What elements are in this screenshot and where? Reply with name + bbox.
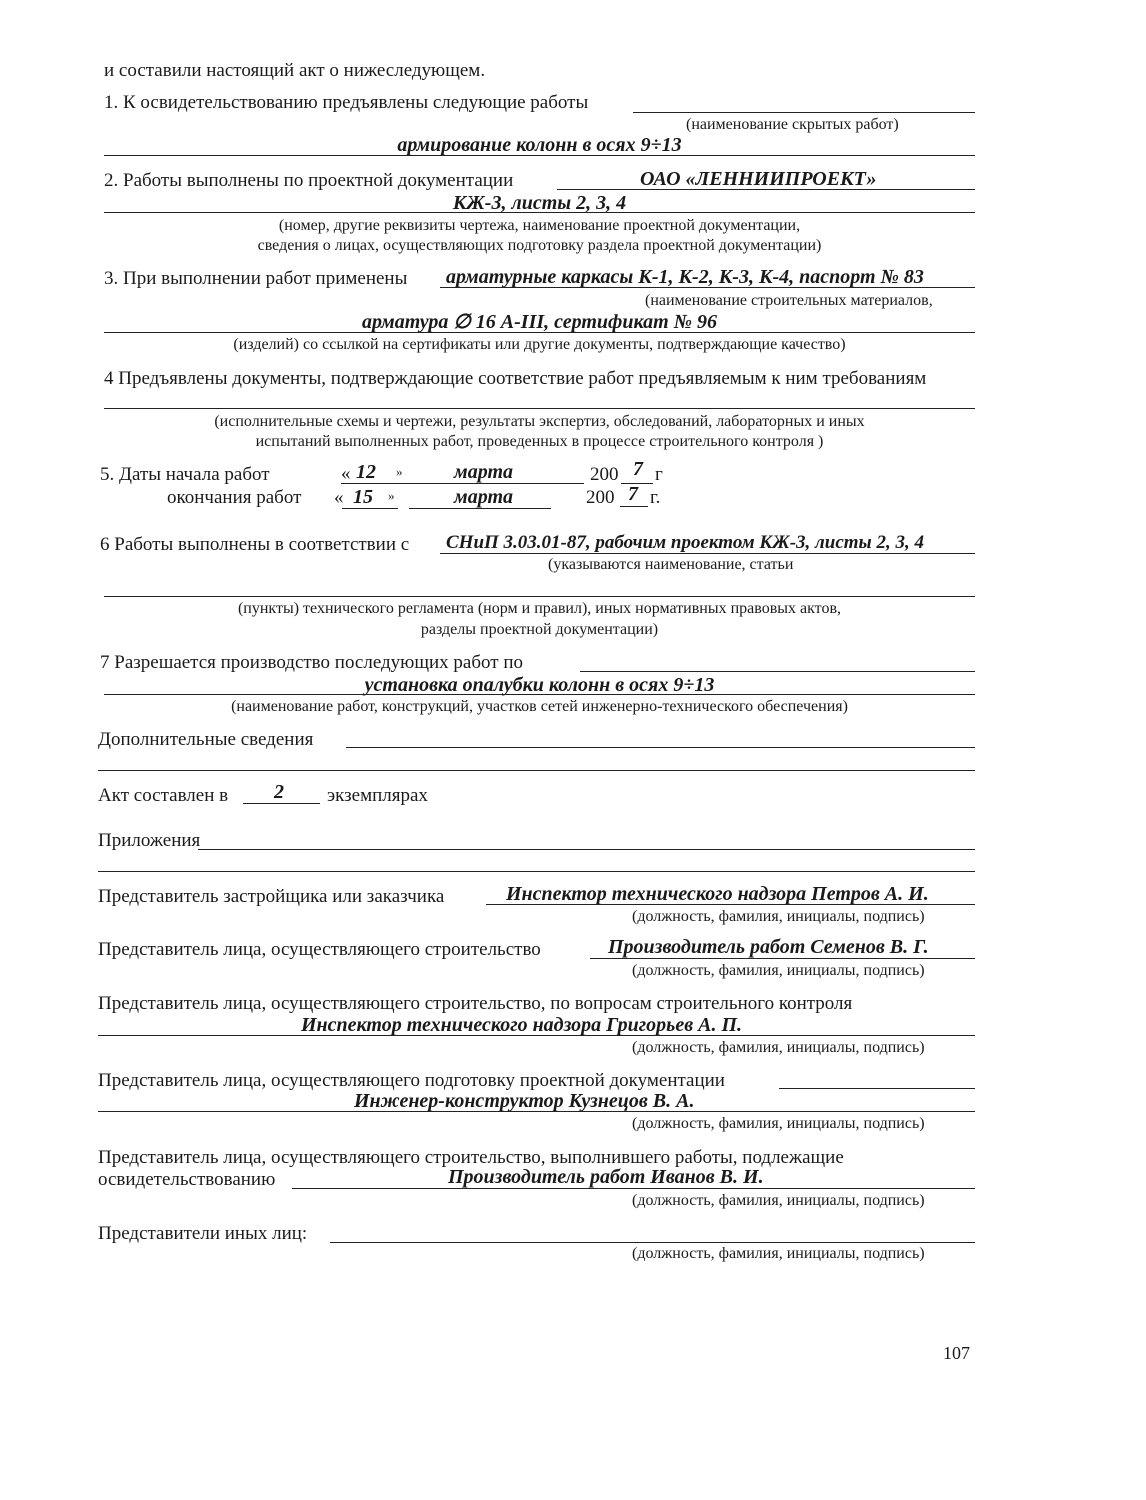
rep-customer-label: Представитель застройщика или заказчика — [98, 886, 445, 907]
item5-end-day: 15 — [353, 486, 373, 508]
rep-builder-line — [590, 958, 975, 959]
rep-builder-hint: (должность, фамилия, инициалы, подпись) — [632, 962, 925, 979]
item7-label: 7 Разрешается производство последующих работ по — [100, 652, 523, 673]
item4-label: 4 Предъявлены документы, подтверждающие соответствие работ предъявляемым к ним требованиям — [104, 368, 927, 389]
extra-line1 — [346, 747, 975, 748]
item5-end-year-prefix: 200 — [586, 487, 615, 508]
item5-start-year-digit: 7 — [633, 458, 643, 480]
item6-hint3: разделы проектной документации) — [420, 621, 659, 638]
rep-builder-value: Производитель работ Семенов В. Г. — [608, 936, 929, 958]
item3-hint1: (наименование строительных материалов, — [645, 292, 933, 309]
item7-value-line — [104, 694, 975, 695]
rep-performer-label2: освидетельствованию — [98, 1169, 276, 1190]
item6-label: 6 Работы выполнены в соответствии с — [100, 534, 410, 555]
item2-line2 — [104, 212, 975, 213]
rep-others-hint: (должность, фамилия, инициалы, подпись) — [632, 1245, 925, 1262]
item3-value1: арматурные каркасы К-1, К-2, К-3, К-4, паспорт № 83 — [446, 266, 924, 288]
item5-start-quote-close: » — [396, 464, 403, 479]
extra-line2 — [98, 770, 975, 771]
item1-label: 1. К освидетельствованию предъявлены следующие работы — [104, 92, 589, 113]
item7-hint: (наименование работ, конструкций, участков сетей инженерно-технического обеспечения) — [231, 698, 848, 715]
item5-start-label: 5. Даты начала работ — [100, 464, 270, 485]
item5-end-quote-open: « — [334, 487, 344, 508]
rep-control-value: Инспектор технического надзора Григорьев А. П. — [301, 1014, 743, 1036]
copies-line — [243, 803, 320, 804]
item4-hint1: (исполнительные схемы и чертежи, результаты экспертиз, обследований, лабораторных и иных — [214, 413, 865, 430]
rep-performer-value: Производитель работ Иванов В. И. — [448, 1166, 764, 1188]
item5-end-label: окончания работ — [167, 487, 302, 508]
item5-end-month: марта — [454, 486, 513, 508]
rep-design-value: Инженер-конструктор Кузнецов В. А. — [354, 1090, 695, 1112]
item3-line2 — [104, 332, 975, 333]
item3-label: 3. При выполнении работ применены — [104, 268, 408, 289]
intro-text: и составили настоящий акт о нижеследующем. — [104, 60, 486, 81]
item5-start-suffix: г — [655, 464, 663, 485]
extra-label: Дополнительные сведения — [98, 729, 314, 750]
rep-builder-label: Представитель лица, осуществляющего строительство — [98, 939, 541, 960]
item5-end-quote-close: » — [388, 488, 395, 503]
rep-control-hint: (должность, фамилия, инициалы, подпись) — [632, 1039, 925, 1056]
item2-label: 2. Работы выполнены по проектной документации — [104, 170, 514, 191]
item5-start-day: 12 — [356, 461, 376, 483]
rep-control-label: Представитель лица, осуществляющего строительство, по вопросам строительного контроля — [98, 993, 853, 1014]
item5-end-day-line — [342, 508, 398, 509]
item6-hint2: (пункты) технического регламента (норм и правил), иных нормативных правовых актов, — [237, 600, 842, 617]
page-number: 107 — [943, 1343, 970, 1363]
item1-value: армирование колонн в осях 9÷13 — [397, 134, 682, 156]
item6-value: СНиП 3.03.01-87, рабочим проектом КЖ-3, листы 2, 3, 4 — [446, 532, 924, 553]
copies-label: Акт составлен в — [98, 785, 229, 806]
item5-end-year-line — [620, 506, 648, 507]
item5-start-month-line — [409, 483, 584, 484]
item3-hint2: (изделий) со ссылкой на сертификаты или другие документы, подтверждающие качество) — [233, 336, 846, 353]
rep-performer-hint: (должность, фамилия, инициалы, подпись) — [632, 1192, 925, 1209]
item2-line1 — [557, 189, 975, 190]
item2-hint1: (номер, другие реквизиты чертежа, наименование проектной документации, — [278, 217, 801, 234]
item7-value: установка опалубки колонн в осях 9÷13 — [364, 674, 715, 696]
item2-hint2: сведения о лицах, осуществляющих подготовку раздела проектной документации) — [257, 237, 822, 254]
item5-start-month: марта — [454, 461, 513, 483]
rep-design-line1 — [779, 1088, 975, 1089]
item5-start-year-prefix: 200 — [590, 464, 619, 485]
rep-customer-hint: (должность, фамилия, инициалы, подпись) — [632, 908, 925, 925]
item6-hint1: (указываются наименование, статьи — [548, 556, 794, 573]
item5-start-day-line — [341, 483, 409, 484]
attachments-label: Приложения — [98, 830, 201, 851]
item2-value1: ОАО «ЛЕННИИПРОЕКТ» — [640, 168, 877, 190]
rep-customer-value: Инспектор технического надзора Петров А. И. — [506, 883, 929, 905]
attachments-line2 — [98, 871, 975, 872]
item7-line — [580, 671, 975, 672]
item6-line2 — [104, 596, 975, 597]
item3-line1 — [440, 287, 975, 288]
rep-design-label: Представитель лица, осуществляющего подготовку проектной документации — [98, 1070, 725, 1091]
copies-value: 2 — [274, 781, 284, 803]
item1-value-line — [104, 155, 975, 156]
item5-start-quote-open: « — [341, 463, 351, 484]
attachments-line1 — [198, 849, 975, 850]
item3-value2: арматура ∅ 16 А-III, сертификат № 96 — [362, 311, 717, 333]
item4-hint2: испытаний выполненных работ, проведенных в процессе строительного контроля ) — [255, 433, 824, 450]
item1-line — [633, 112, 975, 113]
copies-suffix: экземплярах — [327, 785, 428, 806]
item5-end-suffix: г. — [650, 487, 661, 508]
item5-end-month-line — [409, 508, 551, 509]
rep-performer-line — [292, 1188, 975, 1189]
rep-control-line — [98, 1035, 975, 1036]
rep-design-hint: (должность, фамилия, инициалы, подпись) — [632, 1115, 925, 1132]
item5-end-year-digit: 7 — [628, 483, 638, 505]
rep-performer-label1: Представитель лица, осуществляющего строительство, выполнившего работы, подлежащие — [98, 1147, 844, 1168]
item1-hint: (наименование скрытых работ) — [686, 116, 899, 133]
item4-line — [104, 408, 975, 409]
rep-others-label: Представители иных лиц: — [98, 1223, 308, 1244]
rep-customer-line — [486, 904, 975, 905]
rep-others-line — [330, 1242, 975, 1243]
rep-design-line2 — [98, 1111, 975, 1112]
item2-value2: КЖ-3, листы 2, 3, 4 — [452, 192, 627, 214]
item6-line — [440, 553, 975, 554]
